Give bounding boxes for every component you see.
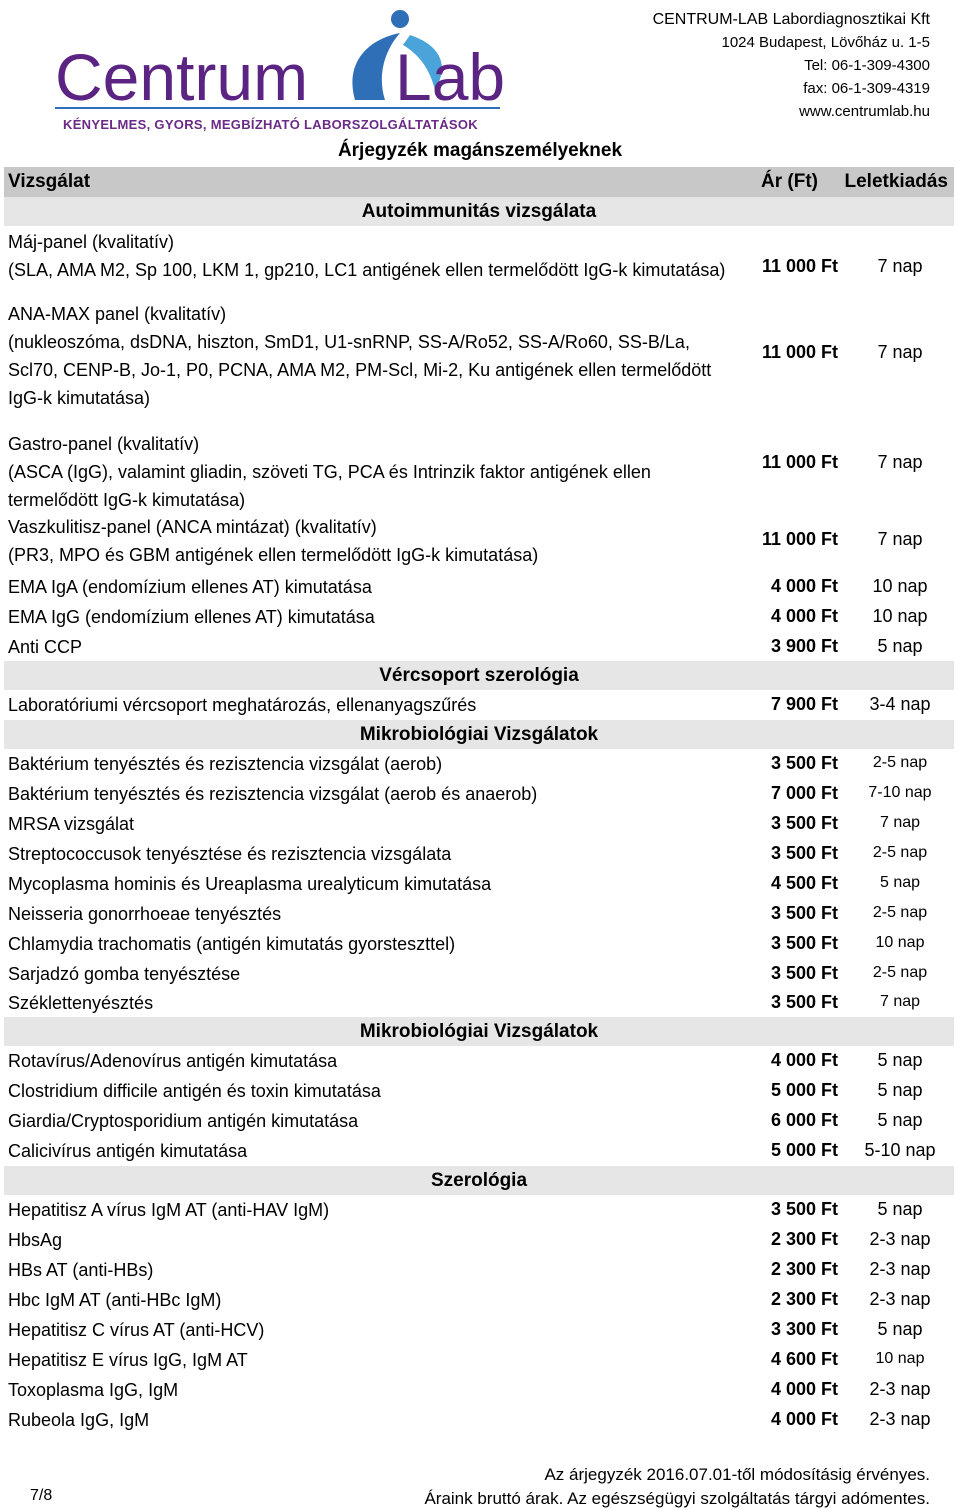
exam-name [8, 960, 240, 988]
result-time-cell: 5 nap [877, 1199, 923, 1219]
table-row [4, 1076, 954, 1106]
price-cell: 3 300 Ft [770, 1319, 838, 1339]
result-time-cell: 10 nap [875, 934, 925, 951]
exam-name-line: EMA IgG (endomízium ellenes AT) kimutatása [8, 607, 375, 627]
exam-name [8, 1406, 149, 1434]
price-cell: 4 000 Ft [770, 606, 838, 626]
price-cell: 3 500 Ft [770, 962, 838, 983]
exam-name [8, 1047, 337, 1075]
page-title: Árjegyzék magánszemélyeknek [337, 140, 623, 161]
price-cell: 4 500 Ft [770, 873, 838, 893]
section-title: Mikrobiológiai Vizsgálatok [359, 1020, 599, 1042]
table-row [4, 779, 954, 809]
price-cell: 3 500 Ft [770, 813, 838, 833]
logo-tagline: KÉNYELMES, GYORS, MEGBÍZHATÓ LABORSZOLGÁLTATÁSOK [63, 117, 478, 132]
table-row [4, 1285, 954, 1315]
exam-name [8, 1107, 358, 1135]
result-time-cell: 2-3 nap [869, 1409, 931, 1429]
table-row [4, 1315, 954, 1345]
exam-name-line: Máj-panel (kvalitatív) [8, 232, 175, 252]
price-cell: 11 000 Ft [761, 256, 838, 276]
exam-name-line: (ASCA (IgG), valamint gliadin, szöveti TG, PCA és Intrinzik faktor antigének ellen [8, 462, 651, 482]
result-time-cell: 2-3 nap [869, 1229, 931, 1249]
exam-name [8, 513, 538, 569]
exam-name-line: IgG-k kimutatása) [8, 388, 151, 408]
exam-name [8, 691, 476, 719]
section-header [4, 661, 954, 690]
exam-name-line: termelődött IgG-k kimutatása) [8, 490, 246, 510]
logo-wordmark-left: Centrum [55, 40, 309, 114]
price-cell: 3 500 Ft [770, 903, 838, 923]
price-cell: 5 000 Ft [770, 1080, 838, 1100]
price-cell: 4 000 Ft [770, 1050, 838, 1070]
exam-name [8, 870, 491, 898]
result-time-cell: 10 nap [872, 576, 928, 596]
price-cell: 2 300 Ft [770, 1259, 838, 1279]
exam-name [8, 840, 451, 868]
exam-name [8, 228, 725, 284]
table-row [4, 1136, 954, 1166]
price-cell: 11 000 Ft [761, 529, 838, 549]
table-row [4, 1405, 954, 1435]
exam-name-line: Neisseria gonorrhoeae tenyésztés [8, 904, 282, 924]
table-row [4, 929, 954, 959]
exam-name [8, 1256, 153, 1284]
result-time-cell: 2-3 nap [869, 1289, 931, 1309]
company-address: 1024 Budapest, Lövőház u. 1-5 [721, 34, 930, 51]
result-time-cell: 10 nap [872, 606, 928, 626]
exam-name-line: (PR3, MPO és GBM antigének ellen termelődött IgG-k kimutatása) [8, 544, 539, 565]
table-row [4, 430, 954, 509]
result-time-cell: 7 nap [877, 452, 923, 472]
exam-name-line: Streptococcusok tenyésztése és rezisztencia vizsgálata [8, 844, 452, 864]
company-website: www.centrumlab.hu [799, 103, 930, 120]
price-cell: 3 900 Ft [770, 635, 838, 656]
exam-name [8, 810, 134, 838]
price-cell: 3 500 Ft [770, 753, 838, 773]
table-row [4, 1225, 954, 1255]
result-time-cell: 5 nap [877, 1110, 923, 1130]
price-cell: 5 000 Ft [770, 1140, 838, 1160]
result-time-cell: 2-5 nap [872, 963, 928, 981]
exam-name-line: Laboratóriumi vércsoport meghatározás, ellenanyagszűrés [8, 695, 477, 715]
table-row [4, 632, 954, 661]
exam-name [8, 633, 82, 661]
logo [55, 5, 515, 135]
result-time-cell: 5-10 nap [864, 1140, 936, 1160]
exam-name-line: Rotavírus/Adenovírus antigén kimutatása [8, 1051, 338, 1071]
exam-name-line: Hbc IgM AT (anti-HBc IgM) [8, 1290, 222, 1310]
result-time-cell: 10 nap [875, 1350, 925, 1367]
exam-name [8, 930, 455, 958]
exam-name [8, 1376, 178, 1404]
exam-name-line: Baktérium tenyésztés és rezisztencia vizsgálat (aerob és anaerob) [8, 784, 538, 804]
result-time-cell: 7 nap [879, 992, 921, 1010]
company-tel: Tel: 06-1-309-4300 [804, 57, 930, 74]
exam-name [8, 1286, 221, 1314]
exam-name [8, 780, 537, 808]
result-time-cell: 5 nap [877, 1080, 923, 1100]
tax-note: Áraink bruttó árak. Az egészségügyi szolgáltatás tárgyi adómentes. [424, 1489, 930, 1508]
section-title: Autoimmunitás vizsgálata [361, 200, 597, 222]
price-cell: 3 500 Ft [770, 991, 838, 1012]
result-time-cell: 2-5 nap [872, 844, 928, 861]
section-header [4, 1017, 954, 1046]
result-time-cell: 5 nap [877, 635, 923, 656]
result-time-cell: 2-3 nap [869, 1379, 931, 1399]
table-row [4, 690, 954, 720]
price-cell: 3 500 Ft [770, 1199, 838, 1219]
table-row [4, 1195, 954, 1225]
table-row [4, 1106, 954, 1136]
table-row [4, 1375, 954, 1405]
price-cell: 4 000 Ft [770, 1409, 838, 1429]
exam-name-line: Giardia/Cryptosporidium antigén kimutatása [8, 1111, 359, 1131]
logo-wordmark-right: Lab [395, 40, 506, 114]
exam-name-line: MRSA vizsgálat [8, 814, 135, 834]
table-header-row [4, 167, 954, 197]
exam-name-line: Vaszkulitisz-panel (ANCA mintázat) (kvalitatív) [8, 516, 377, 537]
exam-name-line: Hepatitisz C vírus AT (anti-HCV) [8, 1320, 265, 1340]
exam-name-line: ANA-MAX panel (kvalitatív) [8, 304, 227, 324]
table-row [4, 602, 954, 632]
exam-name-line: EMA IgA (endomízium ellenes AT) kimutatása [8, 577, 372, 597]
exam-name-line: Hepatitisz E vírus IgG, IgM AT [8, 1350, 248, 1370]
exam-name [8, 1316, 264, 1344]
exam-name-line: HbsAg [8, 1230, 63, 1250]
table-row [4, 1046, 954, 1076]
column-header-result: Leletkiadás [844, 171, 948, 192]
table-row [4, 749, 954, 779]
exam-name-line: Anti CCP [8, 636, 83, 657]
price-cell: 2 300 Ft [770, 1229, 838, 1249]
section-title: Szerológia [430, 1169, 528, 1191]
exam-name-line: Rubeola IgG, IgM [8, 1410, 150, 1430]
exam-name-line: Széklettenyésztés [8, 992, 154, 1013]
result-time-cell: 7-10 nap [868, 784, 932, 801]
table-row [4, 286, 954, 430]
table-row [4, 899, 954, 929]
exam-name-line: Chlamydia trachomatis (antigén kimutatás gyorsteszttel) [8, 934, 456, 954]
result-time-cell: 2-5 nap [872, 904, 928, 921]
section-title: Mikrobiológiai Vizsgálatok [359, 723, 599, 745]
price-cell: 7 000 Ft [770, 783, 838, 803]
section-header [4, 197, 954, 226]
exam-name [8, 1077, 381, 1105]
price-cell: 3 500 Ft [770, 933, 838, 953]
exam-name-line: Gastro-panel (kvalitatív) [8, 434, 200, 454]
result-time-cell: 5 nap [879, 874, 921, 891]
validity-note: Az árjegyzék 2016.07.01-től módosításig érvényes. [544, 1465, 930, 1484]
price-cell: 11 000 Ft [761, 452, 838, 472]
section-title: Vércsoport szerológia [379, 664, 579, 686]
result-time-cell: 7 nap [877, 256, 923, 276]
centrum-lab-logo-graphic [55, 5, 515, 115]
exam-name-line: Toxoplasma IgG, IgM [8, 1380, 179, 1400]
table-row [4, 869, 954, 899]
company-name: CENTRUM-LAB Labordiagnosztikai Kft [652, 11, 930, 28]
price-cell: 4 600 Ft [770, 1349, 838, 1369]
price-cell: 4 000 Ft [770, 1379, 838, 1399]
exam-name [8, 900, 281, 928]
result-time-cell: 7 nap [879, 814, 921, 831]
exam-name-line: Sarjadzó gomba tenyésztése [8, 963, 241, 984]
exam-name-line: HBs AT (anti-HBs) [8, 1260, 154, 1280]
exam-name-line: Baktérium tenyésztés és rezisztencia vizsgálat (aerob) [8, 754, 443, 774]
result-time-cell: 7 nap [877, 342, 923, 362]
exam-name [8, 750, 442, 778]
table-row [4, 809, 954, 839]
exam-name [8, 430, 651, 514]
exam-name-line: (nukleoszóma, dsDNA, hiszton, SmD1, U1-snRNP, SS-A/Ro52, SS-A/Ro60, SS-B/La, [8, 332, 690, 352]
exam-name [8, 989, 153, 1017]
company-info [653, 8, 930, 123]
table-row [4, 509, 954, 572]
exam-name [8, 1226, 62, 1254]
table-row [4, 1255, 954, 1285]
exam-name [8, 1137, 247, 1165]
section-header [4, 720, 954, 749]
exam-name [8, 1346, 248, 1374]
exam-name-line: Clostridium difficile antigén és toxin kimutatása [8, 1081, 381, 1101]
exam-name-line: Scl70, CENP-B, Jo-1, P0, PCNA, AMA M2, PM-Scl, Mi-2, Ku antigének ellen termelődött [8, 360, 712, 380]
price-table [4, 167, 954, 1435]
table-row [4, 1345, 954, 1375]
section-header [4, 1166, 954, 1195]
result-time-cell: 5 nap [877, 1050, 923, 1070]
exam-name [8, 603, 375, 631]
exam-name [8, 300, 711, 412]
exam-name-line: (SLA, AMA M2, Sp 100, LKM 1, gp210, LC1 antigének ellen termelődött IgG-k kimutatása) [8, 260, 726, 280]
exam-name [8, 573, 372, 601]
result-time-cell: 2-3 nap [869, 1259, 931, 1279]
price-cell: 7 900 Ft [770, 694, 838, 714]
company-fax: fax: 06-1-309-4319 [803, 80, 930, 97]
price-cell: 11 000 Ft [761, 342, 838, 362]
result-time-cell: 5 nap [877, 1319, 923, 1339]
exam-name [8, 1196, 329, 1224]
price-cell: 6 000 Ft [770, 1110, 838, 1130]
table-row [4, 959, 954, 988]
table-row [4, 572, 954, 602]
price-cell: 3 500 Ft [770, 843, 838, 863]
exam-name-line: Mycoplasma hominis és Ureaplasma urealyticum kimutatása [8, 874, 492, 894]
result-time-cell: 7 nap [877, 529, 923, 549]
table-row [4, 839, 954, 869]
price-cell: 4 000 Ft [770, 576, 838, 596]
exam-name-line: Hepatitisz A vírus IgM AT (anti-HAV IgM) [8, 1200, 330, 1220]
exam-name-line: Calicivírus antigén kimutatása [8, 1141, 248, 1161]
column-header-price: Ár (Ft) [761, 171, 818, 192]
column-header-exam: Vizsgálat [8, 171, 91, 192]
table-row [4, 226, 954, 286]
result-time-cell: 2-5 nap [872, 754, 928, 771]
page-number: 7/8 [30, 1487, 53, 1504]
table-row [4, 988, 954, 1017]
result-time-cell: 3-4 nap [869, 694, 931, 714]
price-cell: 2 300 Ft [770, 1289, 838, 1309]
